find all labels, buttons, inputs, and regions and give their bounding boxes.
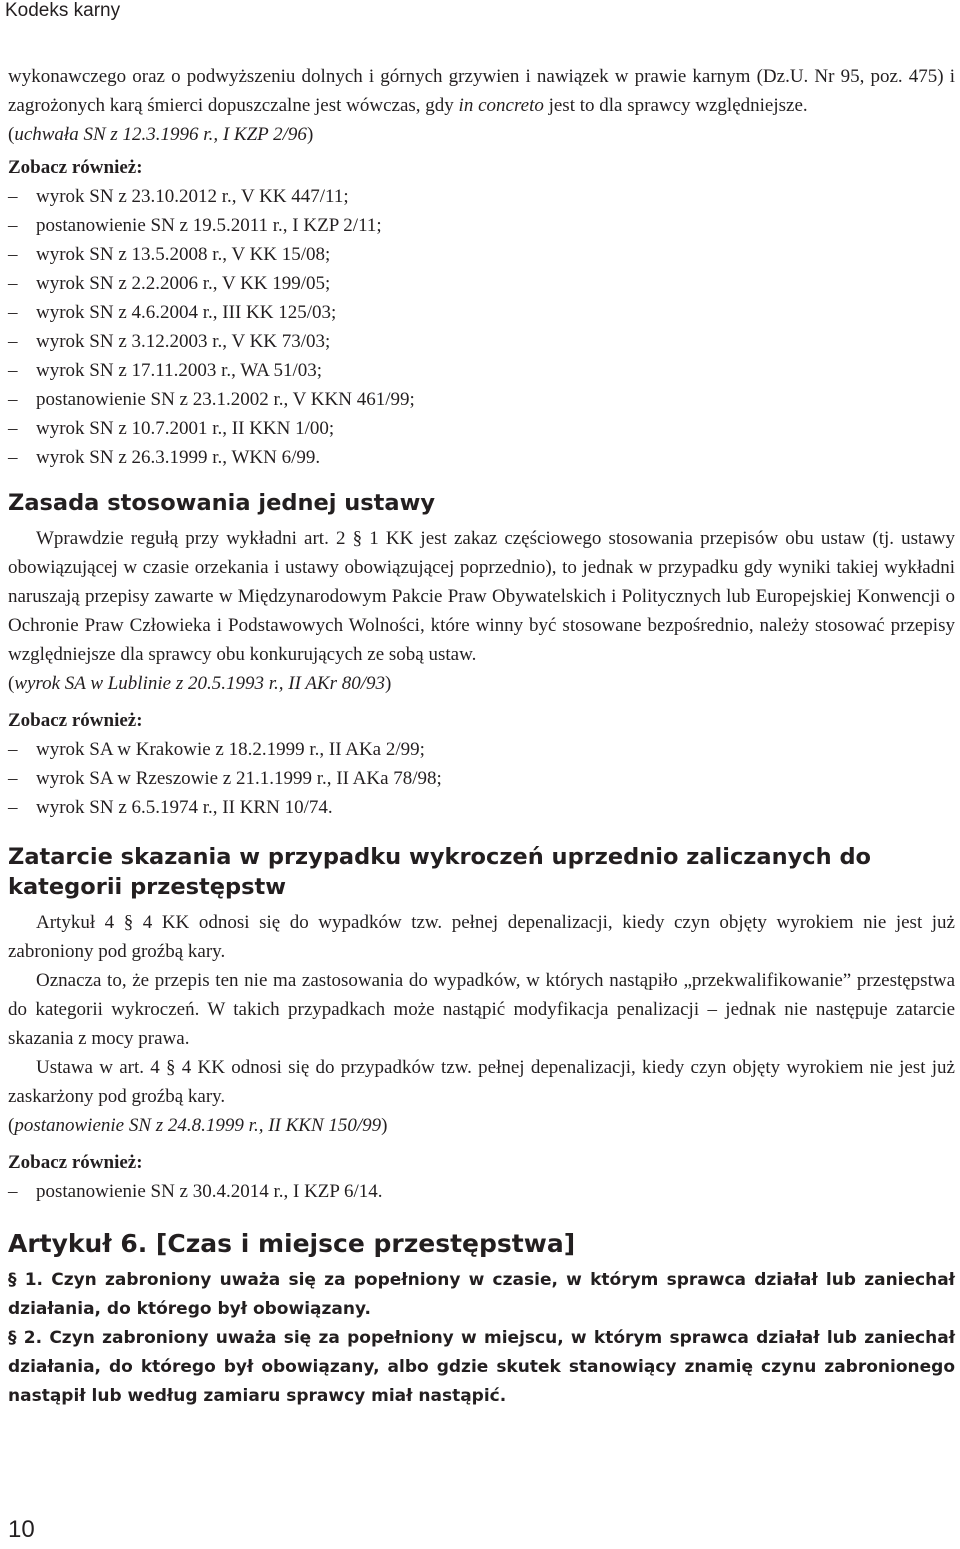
reference-list bbox=[8, 1177, 955, 1206]
running-header: Kodeks karny bbox=[5, 0, 121, 21]
article-paragraph-2: § 2. Czyn zabroniony uważa się za popełniony w miejscu, w którym sprawca działał lub zaniechał działania, do którego był obowiązany, albo gdzie skutek stanowiący znamię czynu zabronionego nastąpił lub według zamiaru sprawcy miał nastąpić. bbox=[8, 1328, 955, 1406]
reference-item: – postanowienie SN z 19.5.2011 r., I KZP 2/11; bbox=[8, 211, 955, 240]
reference-item: – wyrok SN z 26.3.1999 r., WKN 6/99. bbox=[8, 443, 955, 472]
continuation-paragraph: wykonawczego oraz o podwyższeniu dolnych i górnych grzywien i nawiązek w prawie karnym (Dz.U. Nr 95, poz. 475) i zagrożonych karą śmierci dopuszczalne jest wówczas, gdy in concreto jest to dla sprawcy względniejsze. bbox=[8, 66, 955, 116]
reference-item: – wyrok SN z 2.2.2006 r., V KK 199/05; bbox=[8, 269, 955, 298]
article-heading: Artykuł 6. [Czas i miejsce przestępstwa] bbox=[8, 1229, 576, 1258]
reference-item: – wyrok SN z 17.11.2003 r., WA 51/03; bbox=[8, 356, 955, 385]
see-also-label: Zobacz również: bbox=[8, 710, 143, 731]
reference-item: – wyrok SA w Krakowie z 18.2.1999 r., II AKa 2/99; bbox=[8, 735, 955, 764]
citation: (uchwała SN z 12.3.1996 r., I KZP 2/96) bbox=[8, 124, 314, 145]
body-paragraph: Oznacza to, że przepis ten nie ma zastosowania do wypadków, w których nastąpiło „przekwalifikowanie” przestępstwa do kategorii wykroczeń. W takich przypadkach może nastąpić modyfikacja penalizacji – jednak nie następuje zatarcie skazania z mocy prawa. bbox=[8, 970, 955, 1049]
reference-item: – wyrok SN z 3.12.2003 r., V KK 73/03; bbox=[8, 327, 955, 356]
reference-item: – wyrok SN z 6.5.1974 r., II KRN 10/74. bbox=[8, 793, 955, 822]
reference-item: – wyrok SN z 23.10.2012 r., V KK 447/11; bbox=[8, 182, 955, 211]
body-paragraph: Artykuł 4 § 4 KK odnosi się do wypadków tzw. pełnej depenalizacji, kiedy czyn objęty wyrokiem nie jest już zabroniony pod groźbą kary. bbox=[8, 912, 955, 962]
reference-list bbox=[8, 182, 955, 472]
citation: (wyrok SA w Lublinie z 20.5.1993 r., II AKr 80/93) bbox=[8, 673, 392, 694]
see-also-label: Zobacz również: bbox=[8, 1152, 143, 1173]
reference-list bbox=[8, 735, 955, 822]
citation: (postanowienie SN z 24.8.1999 r., II KKN 150/99) bbox=[8, 1115, 388, 1136]
body-paragraph: Wprawdzie regułą przy wykładni art. 2 § 1 KK jest zakaz częściowego stosowania przepisów obu ustaw (tj. ustawy obowiązującej w czasie orzekania i ustawy obowiązującej poprzednio), to jednak w przypadku gdy wyniki takiej wykładni naruszają przepisy zawarte w Międzynarodowym Pakcie Praw Obywatelskich i Politycznych lub Europejskiej Konwencji o Ochronie Praw Człowieka i Podstawowych Wolności, które winny być stosowane bezpośrednio, należy stosować przepisy względniejsze dla sprawcy obu konkurujących ze sobą ustaw. bbox=[8, 528, 955, 665]
section-heading: Zatarcie skazania w przypadku wykroczeń uprzednio zaliczanych do kategorii przestępstw bbox=[8, 844, 872, 900]
page-body bbox=[8, 62, 955, 1411]
article-paragraph-1: § 1. Czyn zabroniony uważa się za popełniony w czasie, w którym sprawca działał lub zaniechał działania, do którego był obowiązany. bbox=[8, 1270, 955, 1319]
body-paragraph: Ustawa w art. 4 § 4 KK odnosi się do przypadków tzw. pełnej depenalizacji, kiedy czyn objęty wyrokiem nie jest już zaskarżony pod groźbą kary. bbox=[8, 1057, 955, 1107]
reference-item: – wyrok SN z 10.7.2001 r., II KKN 1/00; bbox=[8, 414, 955, 443]
reference-item: – wyrok SN z 13.5.2008 r., V KK 15/08; bbox=[8, 240, 955, 269]
reference-item: – postanowienie SN z 23.1.2002 r., V KKN 461/99; bbox=[8, 385, 955, 414]
reference-item: – wyrok SN z 4.6.2004 r., III KK 125/03; bbox=[8, 298, 955, 327]
see-also-label: Zobacz również: bbox=[8, 157, 143, 178]
page-number: 10 bbox=[8, 1516, 35, 1543]
reference-item: – wyrok SA w Rzeszowie z 21.1.1999 r., II AKa 78/98; bbox=[8, 764, 955, 793]
reference-item: – postanowienie SN z 30.4.2014 r., I KZP 6/14. bbox=[8, 1177, 955, 1206]
section-heading: Zasada stosowania jednej ustawy bbox=[8, 490, 436, 516]
